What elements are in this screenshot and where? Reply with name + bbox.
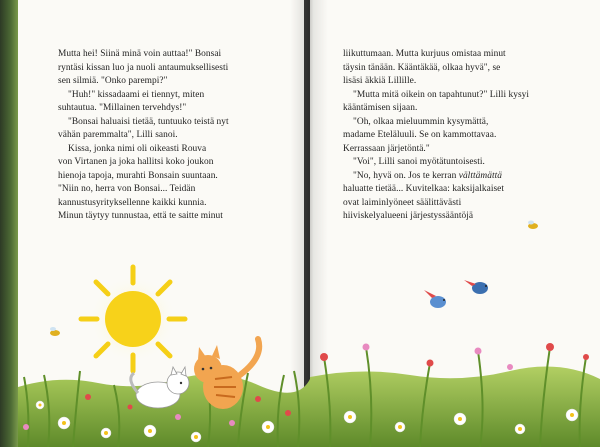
birds-illustration xyxy=(420,272,500,322)
sun-icon xyxy=(81,267,185,371)
text-line: haluatte tietää... Kuvitelkaa: kaksijalkaiset xyxy=(343,184,505,194)
text-line: ryntäsi kissan luo ja nuoli antaumuksellisesti xyxy=(58,62,229,73)
bird-icon xyxy=(424,290,446,308)
text-line xyxy=(343,170,529,184)
text-line: vähän paremmalta", Lilli sanoi. xyxy=(58,130,178,140)
text-line-start: "No, hyvä on. Jos te kerran xyxy=(353,170,459,181)
text-line: lisäsi äkkiä Lillille. xyxy=(343,76,417,86)
text-line: Mutta hei! Siinä minä voin auttaa!" Bonsai xyxy=(58,49,222,59)
book-edge xyxy=(0,0,18,447)
text-line: liikuttumaan. Mutta kurjuus omistaa minut xyxy=(343,49,506,59)
text-line: hienoja tapoja, murahti Bonsain suuntaan. xyxy=(58,170,218,181)
text-line: "Bonsai haluaisi tietää, tuntuuko teistä nyt xyxy=(68,116,229,127)
meadow-illustration-left xyxy=(18,247,310,447)
text-line: madame Eteläluuli. Se on kammottavaa. xyxy=(343,130,497,140)
text-line: kääntämisen sijaan. xyxy=(343,103,418,113)
bird-icon xyxy=(464,280,488,294)
text-line: Minun täytyy tunnustaa, että te saitte minut xyxy=(58,211,223,221)
text-line: "Niin no, herra von Bonsai... Teidän xyxy=(58,184,196,194)
bee-icon xyxy=(50,327,60,336)
emphasis-word: välttämättä xyxy=(458,170,502,181)
text-line: "Voi", Lilli sanoi myötätuntoisesti. xyxy=(353,157,485,167)
text-line: kannustusyrityksellenne kaikki kunnia. xyxy=(58,197,207,208)
text-line: Kissa, jonka nimi oli oikeasti Rouva xyxy=(68,143,207,154)
meadow-illustration-right xyxy=(310,307,600,447)
text-line: "Mutta mitä oikein on tapahtunut?" Lilli kysyi xyxy=(353,89,530,100)
text-line: hiiviskelyalueeni järjestyssääntöjä xyxy=(343,211,474,221)
text-line: "Oh, olkaa mieluummin kysymättä, xyxy=(353,116,489,127)
text-line: von Virtanen ja joka hallitsi koko joukon xyxy=(58,157,214,167)
text-line: sen silmiä. "Onko parempi?" xyxy=(58,76,168,86)
right-page-text xyxy=(343,48,529,224)
text-line: täysin tänään. Kääntäkää, olkaa hyvä", se xyxy=(343,62,501,73)
text-line: suhtautua. "Millainen tervehdys!" xyxy=(58,103,187,113)
text-line: "Huh!" kissadaami ei tiennyt, miten xyxy=(68,89,205,100)
text-line: ovat laiminlyöneet säälittävästi xyxy=(343,197,462,208)
text-line: Kerrassaan järjetöntä." xyxy=(343,143,430,154)
left-page-text xyxy=(58,48,229,224)
